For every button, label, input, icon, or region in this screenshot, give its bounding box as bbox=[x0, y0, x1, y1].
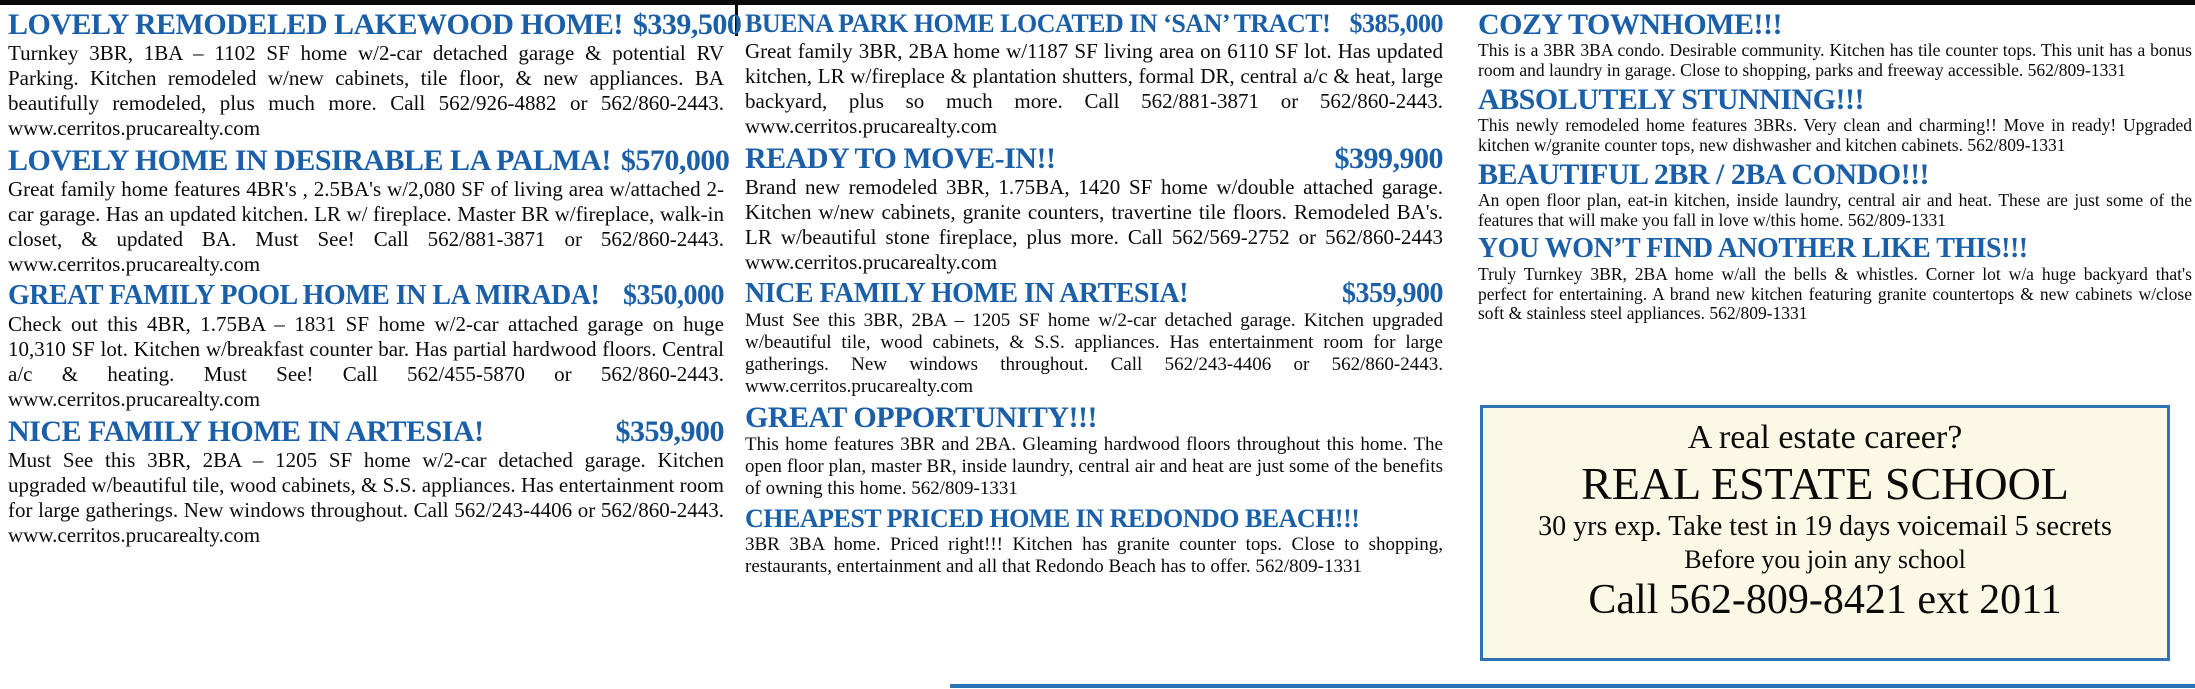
ad-title: LOVELY REMODELED LAKEWOOD HOME! bbox=[8, 8, 623, 41]
ad-body: This home features 3BR and 2BA. Gleaming hardwood floors throughout this home. The open floor plan, master BR, inside laundry, central air and heat are just some of the benefits of owning this home. 562/809-1331 bbox=[745, 434, 1443, 499]
ad-title: YOU WON’T FIND ANOTHER LIKE THIS!!! bbox=[1478, 233, 2028, 264]
classified-ad bbox=[745, 8, 1443, 139]
real-estate-school-ad bbox=[1480, 405, 2170, 661]
ad-title: ABSOLUTELY STUNNING!!! bbox=[1478, 83, 1865, 116]
classified-ad bbox=[1478, 83, 2192, 155]
ad-price: $399,900 bbox=[1334, 142, 1443, 175]
ad-title: NICE FAMILY HOME IN ARTESIA! bbox=[745, 278, 1188, 309]
ad-title: BUENA PARK HOME LOCATED IN ‘SAN’ TRACT! bbox=[745, 9, 1331, 38]
classified-ad bbox=[1478, 158, 2192, 230]
ad-body: Truly Turnkey 3BR, 2BA home w/all the bells & whistles. Corner lot w/a huge backyard that's perfect for entertaining. A brand new kitchen featuring granite countertops & new cabinets w/close soft & stainless steel appliances. 562/809-1331 bbox=[1478, 264, 2192, 323]
ad-price: $570,000 bbox=[620, 144, 730, 177]
ad-title: READY TO MOVE-IN!! bbox=[745, 142, 1056, 175]
ad-title: NICE FAMILY HOME IN ARTESIA! bbox=[8, 415, 484, 448]
classified-ad bbox=[8, 415, 724, 548]
ad-title: LOVELY HOME IN DESIRABLE LA PALMA! bbox=[8, 144, 611, 177]
ad-body: Turnkey 3BR, 1BA – 1102 SF home w/2-car detached garage & potential RV Parking. Kitchen remodeled w/new cabinets, tile floor, & new appliances. BA beautifully remodeled, plus much more. Call 562/926-4882 or 562/860-2443. www.cerritos.prucarealty.com bbox=[8, 41, 724, 140]
classified-ad bbox=[8, 280, 724, 412]
classified-ad bbox=[745, 142, 1443, 275]
school-ad-experience: 30 yrs exp. Take test in 19 days voicemail 5 secrets bbox=[1538, 511, 2112, 542]
ad-price: $359,900 bbox=[1342, 278, 1443, 309]
ad-price: $359,900 bbox=[615, 415, 724, 448]
school-ad-question: A real estate career? bbox=[1687, 419, 1963, 456]
classified-ad bbox=[745, 401, 1443, 500]
classified-ad bbox=[1478, 8, 2192, 80]
ad-body: Check out this 4BR, 1.75BA – 1831 SF home w/2-car attached garage on huge 10,310 SF lot. Kitchen w/breakfast counter bar. Has partial hardwood floors. Central a/c & heating. Must See! Call 562/455-5870 or 562/860-2443. www.cerritos.prucarealty.com bbox=[8, 312, 724, 411]
ad-title: GREAT OPPORTUNITY!!! bbox=[745, 401, 1098, 434]
classifieds-column-2 bbox=[745, 8, 1443, 581]
classified-ad bbox=[1478, 233, 2192, 324]
classified-ad bbox=[745, 278, 1443, 398]
ad-body: Brand new remodeled 3BR, 1.75BA, 1420 SF home w/double attached garage. Kitchen w/new cabinets, granite counters, travertine tile floors. Remodeled BA's. LR w/beautiful stone fireplace, plus more. Call 562/569-2752 or 562/860-2443 www.cerritos.prucarealty.com bbox=[745, 175, 1443, 274]
ad-body: Great family 3BR, 2BA home w/1187 SF living area on 6110 SF lot. Has updated kitchen, LR w/fireplace & plantation shutters, formal DR, central a/c & heat, large backyard, plus so much more. Call 562/881-3871 or 562/860-2443. www.cerritos.prucarealty.com bbox=[745, 39, 1443, 138]
ad-body: 3BR 3BA home. Priced right!!! Kitchen has granite counter tops. Close to shopping, restaurants, entertainment and all that Redondo Beach has to offer. 562/809-1331 bbox=[745, 534, 1443, 577]
ad-title: COZY TOWNHOME!!! bbox=[1478, 8, 1782, 41]
ad-body: This newly remodeled home features 3BRs. Very clean and charming!! Move in ready! Upgraded kitchen w/granite counter tops, new dishwasher and kitchen cabinets. 562/809-1331 bbox=[1478, 115, 2192, 155]
school-ad-tagline: Before you join any school bbox=[1684, 545, 1966, 574]
ad-title: CHEAPEST PRICED HOME IN REDONDO BEACH!!! bbox=[745, 504, 1360, 533]
ad-body: Great family home features 4BR's , 2.5BA's w/2,080 SF of living area w/attached 2-car garage. Has an updated kitchen. LR w/ fireplace. Master BR w/fireplace, walk-in closet, & updated BA. Must See! Call 562/881-3871 or 562/860-2443. www.cerritos.prucarealty.com bbox=[8, 177, 724, 276]
ad-title: BEAUTIFUL 2BR / 2BA CONDO!!! bbox=[1478, 158, 1930, 191]
classified-ad bbox=[8, 8, 742, 141]
school-ad-title: REAL ESTATE SCHOOL bbox=[1581, 458, 2069, 509]
classifieds-column-3 bbox=[1478, 8, 2192, 327]
classified-ad bbox=[8, 144, 730, 277]
ad-title: GREAT FAMILY POOL HOME IN LA MIRADA! bbox=[8, 280, 600, 311]
ad-body: Must See this 3BR, 2BA – 1205 SF home w/2-car detached garage. Kitchen upgraded w/beautiful tile, wood cabinets, & S.S. appliances. Has entertainment room for large gatherings. New windows throughout. Call 562/243-4406 or 562/860-2443. www.cerritos.prucarealty.com bbox=[745, 310, 1443, 397]
classified-ad bbox=[745, 503, 1443, 578]
school-ad-phone: Call 562-809-8421 ext 2011 bbox=[1588, 577, 2062, 623]
ad-price: $385,000 bbox=[1349, 9, 1443, 38]
ad-price: $339,500 bbox=[632, 8, 742, 41]
top-border-rule bbox=[0, 0, 2195, 5]
ad-body: This is a 3BR 3BA condo. Desirable community. Kitchen has tile counter tops. This unit has a bonus room and laundry in garage. Close to shopping, parks and freeway accessible. 562/809-1331 bbox=[1478, 40, 2192, 80]
classifieds-column-1 bbox=[8, 8, 742, 551]
ad-body: Must See this 3BR, 2BA – 1205 SF home w/2-car detached garage. Kitchen upgraded w/beautiful tile, wood cabinets, & S.S. appliances. Has entertainment room for large gatherings. New windows throughout. Call 562/243-4406 or 562/860-2443. www.cerritos.prucarealty.com bbox=[8, 448, 724, 547]
bottom-border-rule bbox=[950, 684, 2195, 688]
ad-body: An open floor plan, eat-in kitchen, inside laundry, central air and heat. These are just some of the features that will make you fall in love w/this home. 562/809-1331 bbox=[1478, 190, 2192, 230]
ad-price: $350,000 bbox=[623, 280, 724, 311]
